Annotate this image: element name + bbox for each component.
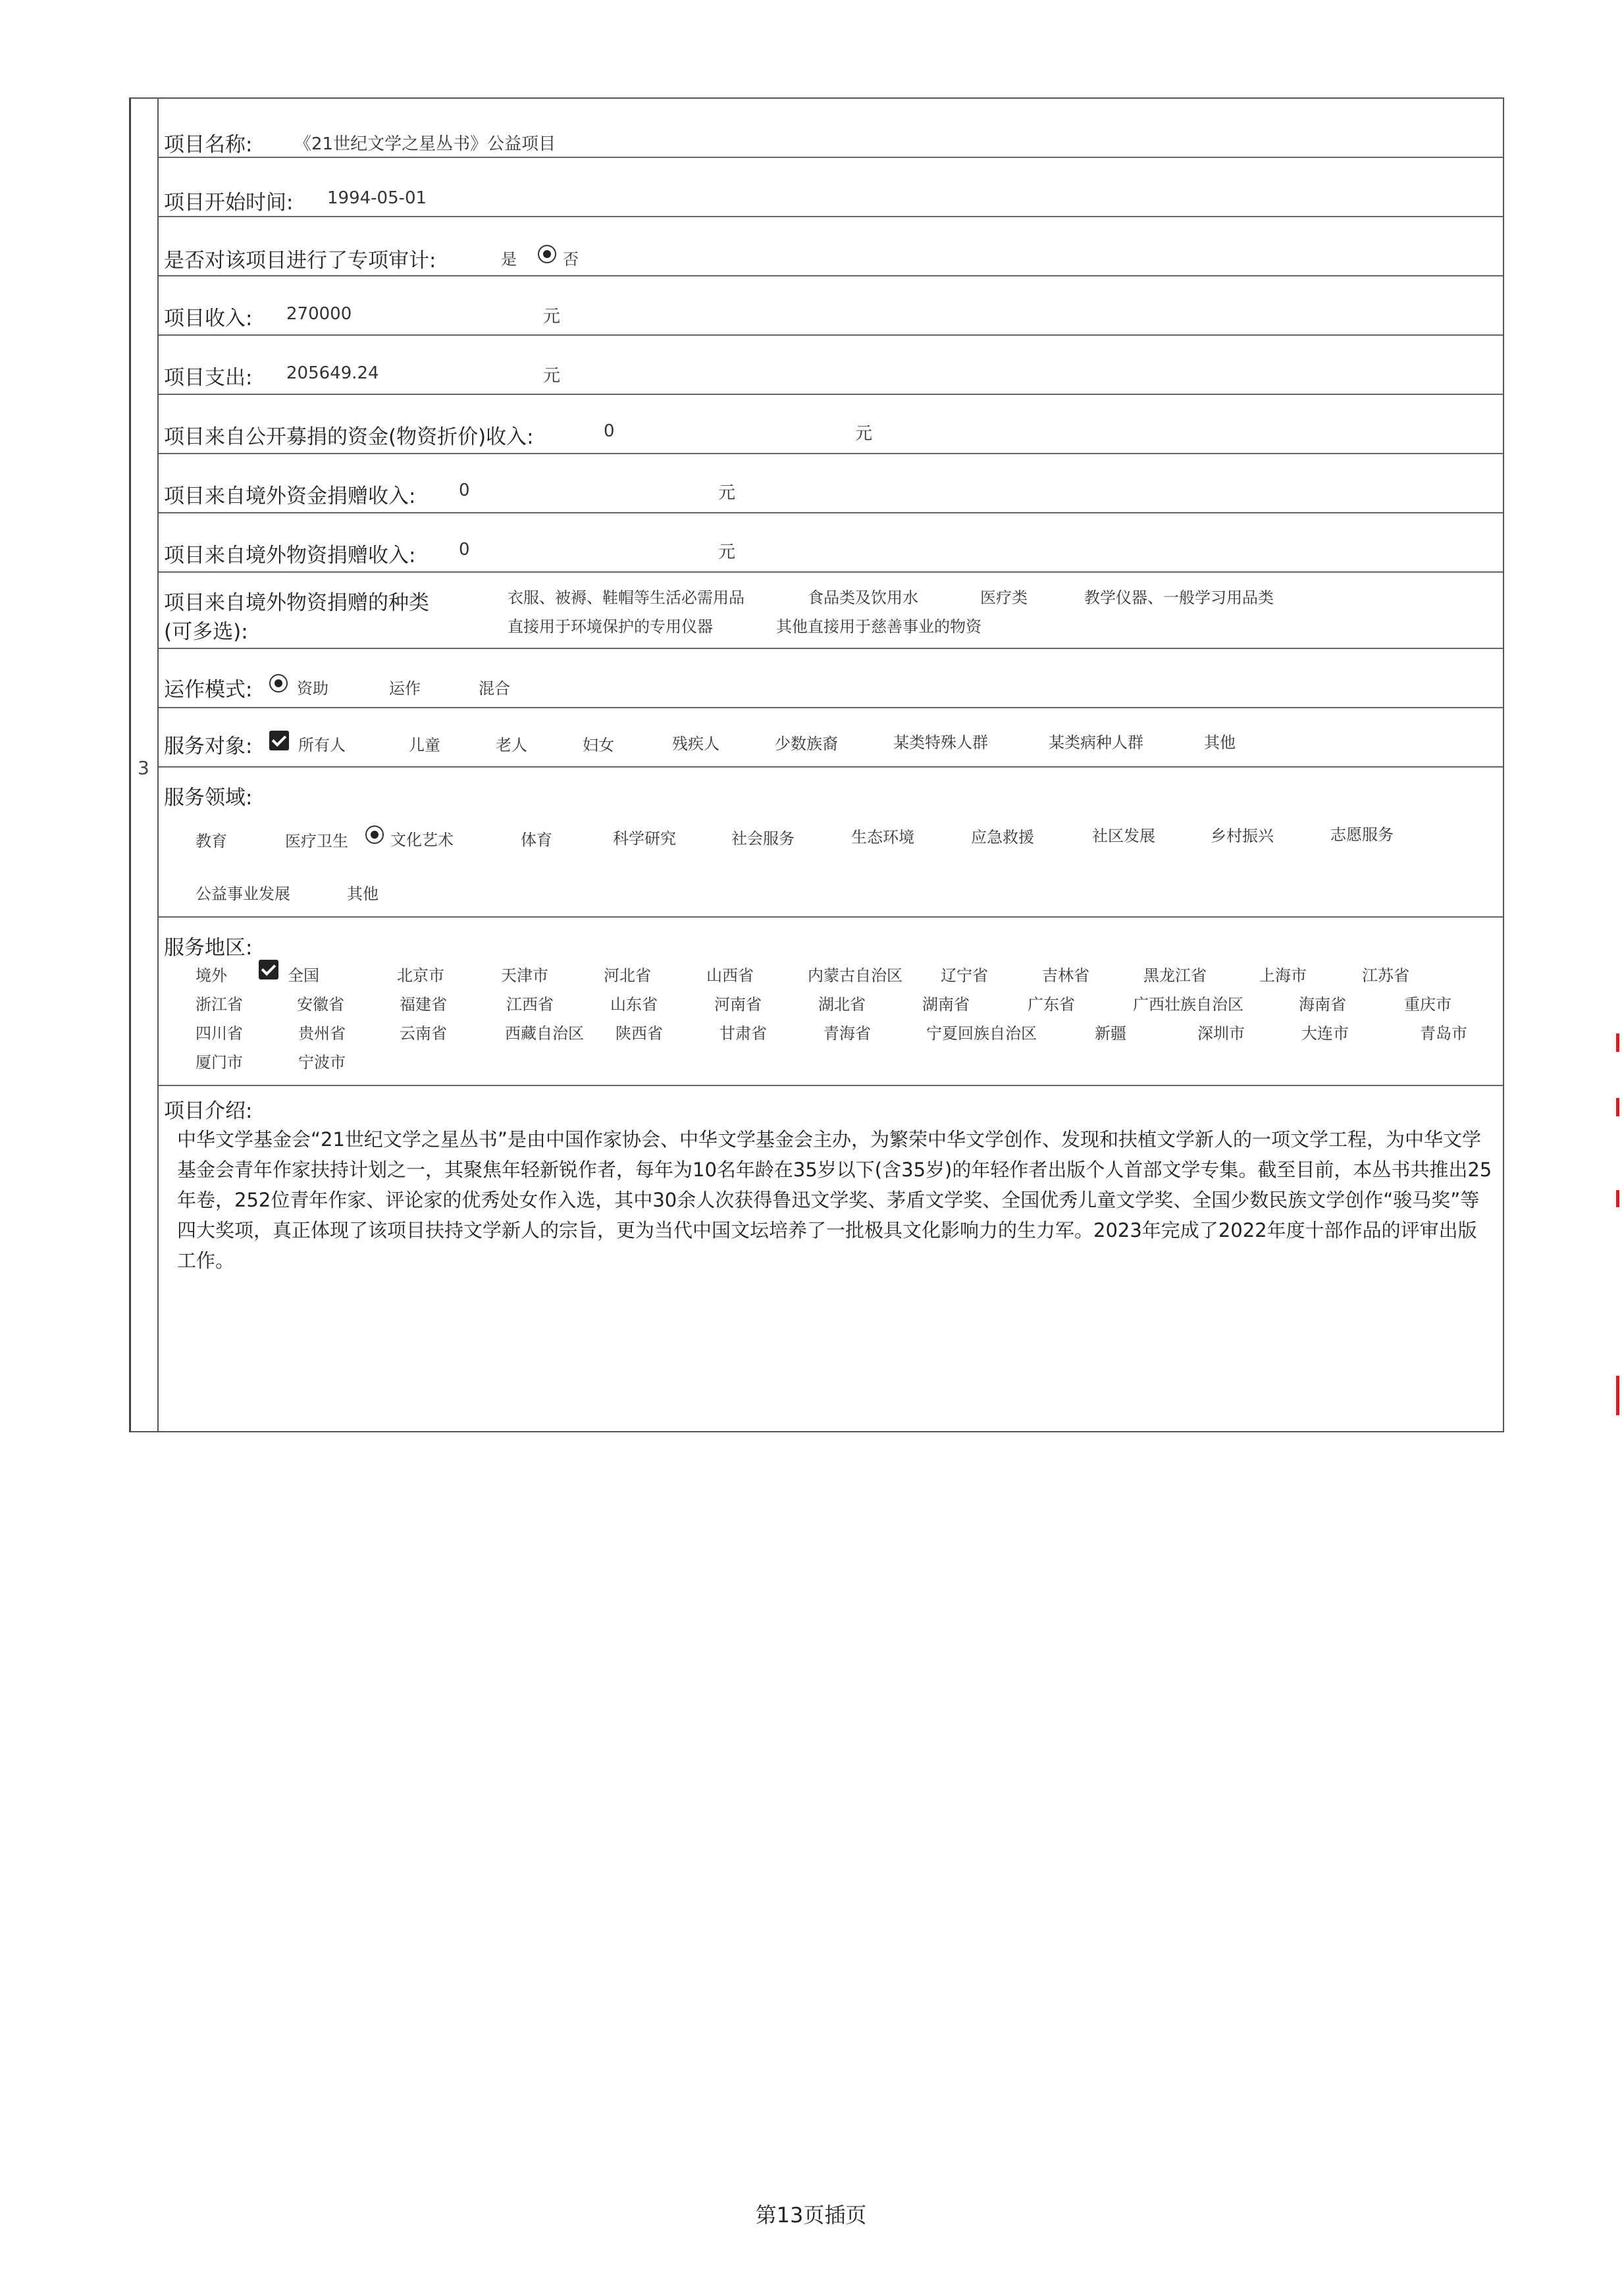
row-service-field [159,768,1503,918]
field-option[interactable]: 生态环境 [851,828,914,847]
region-option[interactable]: 浙江省 [196,995,243,1014]
region-option[interactable]: 陕西省 [615,1024,663,1043]
service-region-label: 服务地区: [164,936,253,960]
goods-type-option[interactable]: 食品类及饮用水 [808,588,918,607]
region-national-checkbox[interactable] [259,960,278,979]
region-option[interactable]: 四川省 [196,1024,243,1043]
service-target-label: 服务对象: [164,735,253,758]
income-label: 项目收入: [164,307,253,330]
index-column [131,99,159,1431]
field-option[interactable]: 其他 [347,885,379,903]
region-option: 全国 [288,966,319,985]
region-option[interactable]: 宁波市 [298,1053,346,1072]
goods-types-label-2: (可多选): [164,620,248,644]
row-audit [159,217,1503,276]
mode-option[interactable]: 混合 [479,679,510,698]
foreign-fund-unit: 元 [718,483,736,503]
goods-type-option[interactable]: 医疗类 [980,588,1028,607]
target-all-checkbox[interactable] [269,731,289,750]
field-option[interactable]: 公益事业发展 [196,885,290,903]
field-option[interactable]: 教育 [196,832,227,850]
region-option[interactable]: 天津市 [501,966,548,985]
region-option[interactable]: 内蒙古自治区 [808,966,903,985]
row-start-time [159,158,1503,217]
start-time-value: 1994-05-01 [327,188,427,208]
row-introduction [159,1086,1503,1403]
row-public-donation [159,395,1503,454]
row-service-target [159,708,1503,768]
field-option[interactable]: 社区发展 [1092,827,1155,845]
region-option[interactable]: 湖南省 [922,995,970,1014]
region-option[interactable]: 江西省 [506,995,554,1014]
target-option: 所有人 [298,736,346,754]
field-option: 文化艺术 [390,831,454,849]
region-option[interactable]: 辽宁省 [941,966,988,985]
region-option[interactable]: 河北省 [604,966,651,985]
edge-mark [1616,1190,1619,1207]
region-option[interactable]: 境外 [196,966,227,985]
region-option[interactable]: 山西省 [706,966,754,985]
audit-no-label: 否 [563,250,579,269]
audit-label: 是否对该项目进行了专项审计: [164,249,436,273]
region-option[interactable]: 湖北省 [818,995,866,1014]
expense-unit: 元 [543,366,561,386]
mode-grant-radio[interactable] [269,674,288,692]
form-rows [159,99,1503,1403]
public-donation-unit: 元 [855,424,873,444]
region-option[interactable]: 江苏省 [1362,966,1409,985]
mode-option[interactable]: 运作 [389,679,421,698]
field-option[interactable]: 科学研究 [613,829,676,848]
region-option[interactable]: 黑龙江省 [1143,966,1207,985]
audit-no-radio[interactable] [538,245,556,263]
edge-mark [1616,1376,1619,1415]
region-option[interactable]: 贵州省 [298,1024,346,1043]
target-option[interactable]: 残疾人 [672,735,719,753]
goods-type-option[interactable]: 教学仪器、一般学习用品类 [1084,588,1274,607]
goods-type-option[interactable]: 其他直接用于慈善事业的物资 [776,617,981,636]
goods-types-label-1: 项目来自境外物资捐赠的种类 [164,591,429,615]
income-value: 270000 [286,304,352,324]
row-service-region [159,918,1503,1086]
public-donation-label: 项目来自公开募捐的资金(物资折价)收入: [164,425,534,449]
target-option[interactable]: 妇女 [583,736,614,754]
row-income [159,276,1503,336]
region-option[interactable]: 云南省 [400,1024,447,1043]
foreign-goods-label: 项目来自境外物资捐赠收入: [164,544,416,567]
row-operation-mode [159,649,1503,708]
operation-mode-label: 运作模式: [164,678,253,702]
project-name-label: 项目名称: [164,133,253,157]
target-option[interactable]: 儿童 [409,736,440,754]
foreign-fund-label: 项目来自境外资金捐赠收入: [164,484,416,508]
row-expense [159,336,1503,395]
field-option[interactable]: 体育 [521,831,552,849]
goods-type-option[interactable]: 直接用于环境保护的专用仪器 [508,617,713,636]
region-option[interactable]: 海南省 [1299,995,1346,1014]
target-option[interactable]: 某类病种人群 [1049,733,1143,752]
region-option[interactable]: 吉林省 [1042,966,1089,985]
region-option[interactable]: 广西壮族自治区 [1133,995,1243,1014]
field-culture-radio[interactable] [365,825,384,844]
public-donation-value: 0 [604,421,615,441]
region-option[interactable]: 宁夏回族自治区 [926,1024,1037,1043]
field-option[interactable]: 应急救援 [971,828,1034,847]
region-option[interactable]: 深圳市 [1197,1024,1245,1043]
target-option[interactable]: 少数族裔 [775,735,838,753]
field-option[interactable]: 乡村振兴 [1211,827,1274,845]
region-option[interactable]: 大连市 [1301,1024,1349,1043]
row-goods-types [159,573,1503,649]
start-time-label: 项目开始时间: [164,191,294,215]
page-footer: 第13页插页 [755,2203,867,2228]
region-option[interactable]: 广东省 [1028,995,1075,1014]
edge-mark [1616,1098,1619,1116]
introduction-text: 中华文学基金会“21世纪文学之星丛书”是由中国作家协会、中华文学基金会主办，为繁荣中华文学创作、发现和扶植文学新人的一项文学工程，为中华文学基金会青年作家扶持计划之一，其聚焦年轻新锐作者，每年为10名年龄在35岁以下(含35岁)的年轻作者出版个人首部文学专集。截至目前，本丛书共推出25年卷，252位青年作家、评论家的优秀处女作入选，其中30余人次获得鲁迅文学奖、茅盾文学奖、全国优秀儿童文学奖、全国少数民族文学创作“骏马奖”等四大奖项，真正体现了该项目扶持文学新人的宗旨，更为当代中国文坛培养了一批极具文化影响力的生力军。2023年完成了2022年度十部作品的评审出版工作。 [177,1128,1492,1272]
foreign-goods-unit: 元 [718,542,736,562]
region-option[interactable]: 青海省 [824,1024,871,1043]
row-index: 3 [138,757,149,779]
target-option[interactable]: 某类特殊人群 [893,733,988,752]
row-foreign-goods [159,513,1503,573]
target-option[interactable]: 其他 [1204,733,1236,752]
row-project-name [159,99,1503,158]
target-option[interactable]: 老人 [496,736,527,754]
expense-label: 项目支出: [164,366,253,390]
region-option[interactable]: 上海市 [1259,966,1307,985]
income-unit: 元 [543,307,561,326]
field-option[interactable]: 社会服务 [731,829,795,848]
field-option[interactable]: 志愿服务 [1330,825,1394,844]
foreign-fund-value: 0 [459,481,470,500]
region-option[interactable]: 青岛市 [1420,1024,1467,1043]
region-option[interactable]: 甘肃省 [719,1024,767,1043]
field-option[interactable]: 医疗卫生 [285,832,348,850]
edge-mark [1616,1033,1619,1052]
region-option[interactable]: 福建省 [400,995,447,1014]
expense-value: 205649.24 [286,363,379,383]
goods-type-option[interactable]: 衣服、被褥、鞋帽等生活必需用品 [508,588,745,607]
foreign-goods-value: 0 [459,540,470,560]
project-name-value: 《21世纪文学之星丛书》公益项目 [294,134,556,154]
region-option[interactable]: 山东省 [610,995,658,1014]
region-option[interactable]: 北京市 [397,966,444,985]
project-form [129,97,1504,1432]
region-option[interactable]: 安徽省 [297,995,344,1014]
audit-yes-label: 是 [501,250,517,269]
region-option[interactable]: 重庆市 [1404,995,1452,1014]
region-option[interactable]: 新疆 [1095,1024,1126,1043]
service-field-label: 服务领域: [164,786,253,810]
introduction-label: 项目介绍: [164,1099,253,1123]
mode-option: 资助 [297,679,328,698]
region-option[interactable]: 西藏自治区 [505,1024,584,1043]
row-foreign-fund [159,454,1503,513]
region-option[interactable]: 河南省 [714,995,762,1014]
region-option[interactable]: 厦门市 [196,1053,243,1072]
